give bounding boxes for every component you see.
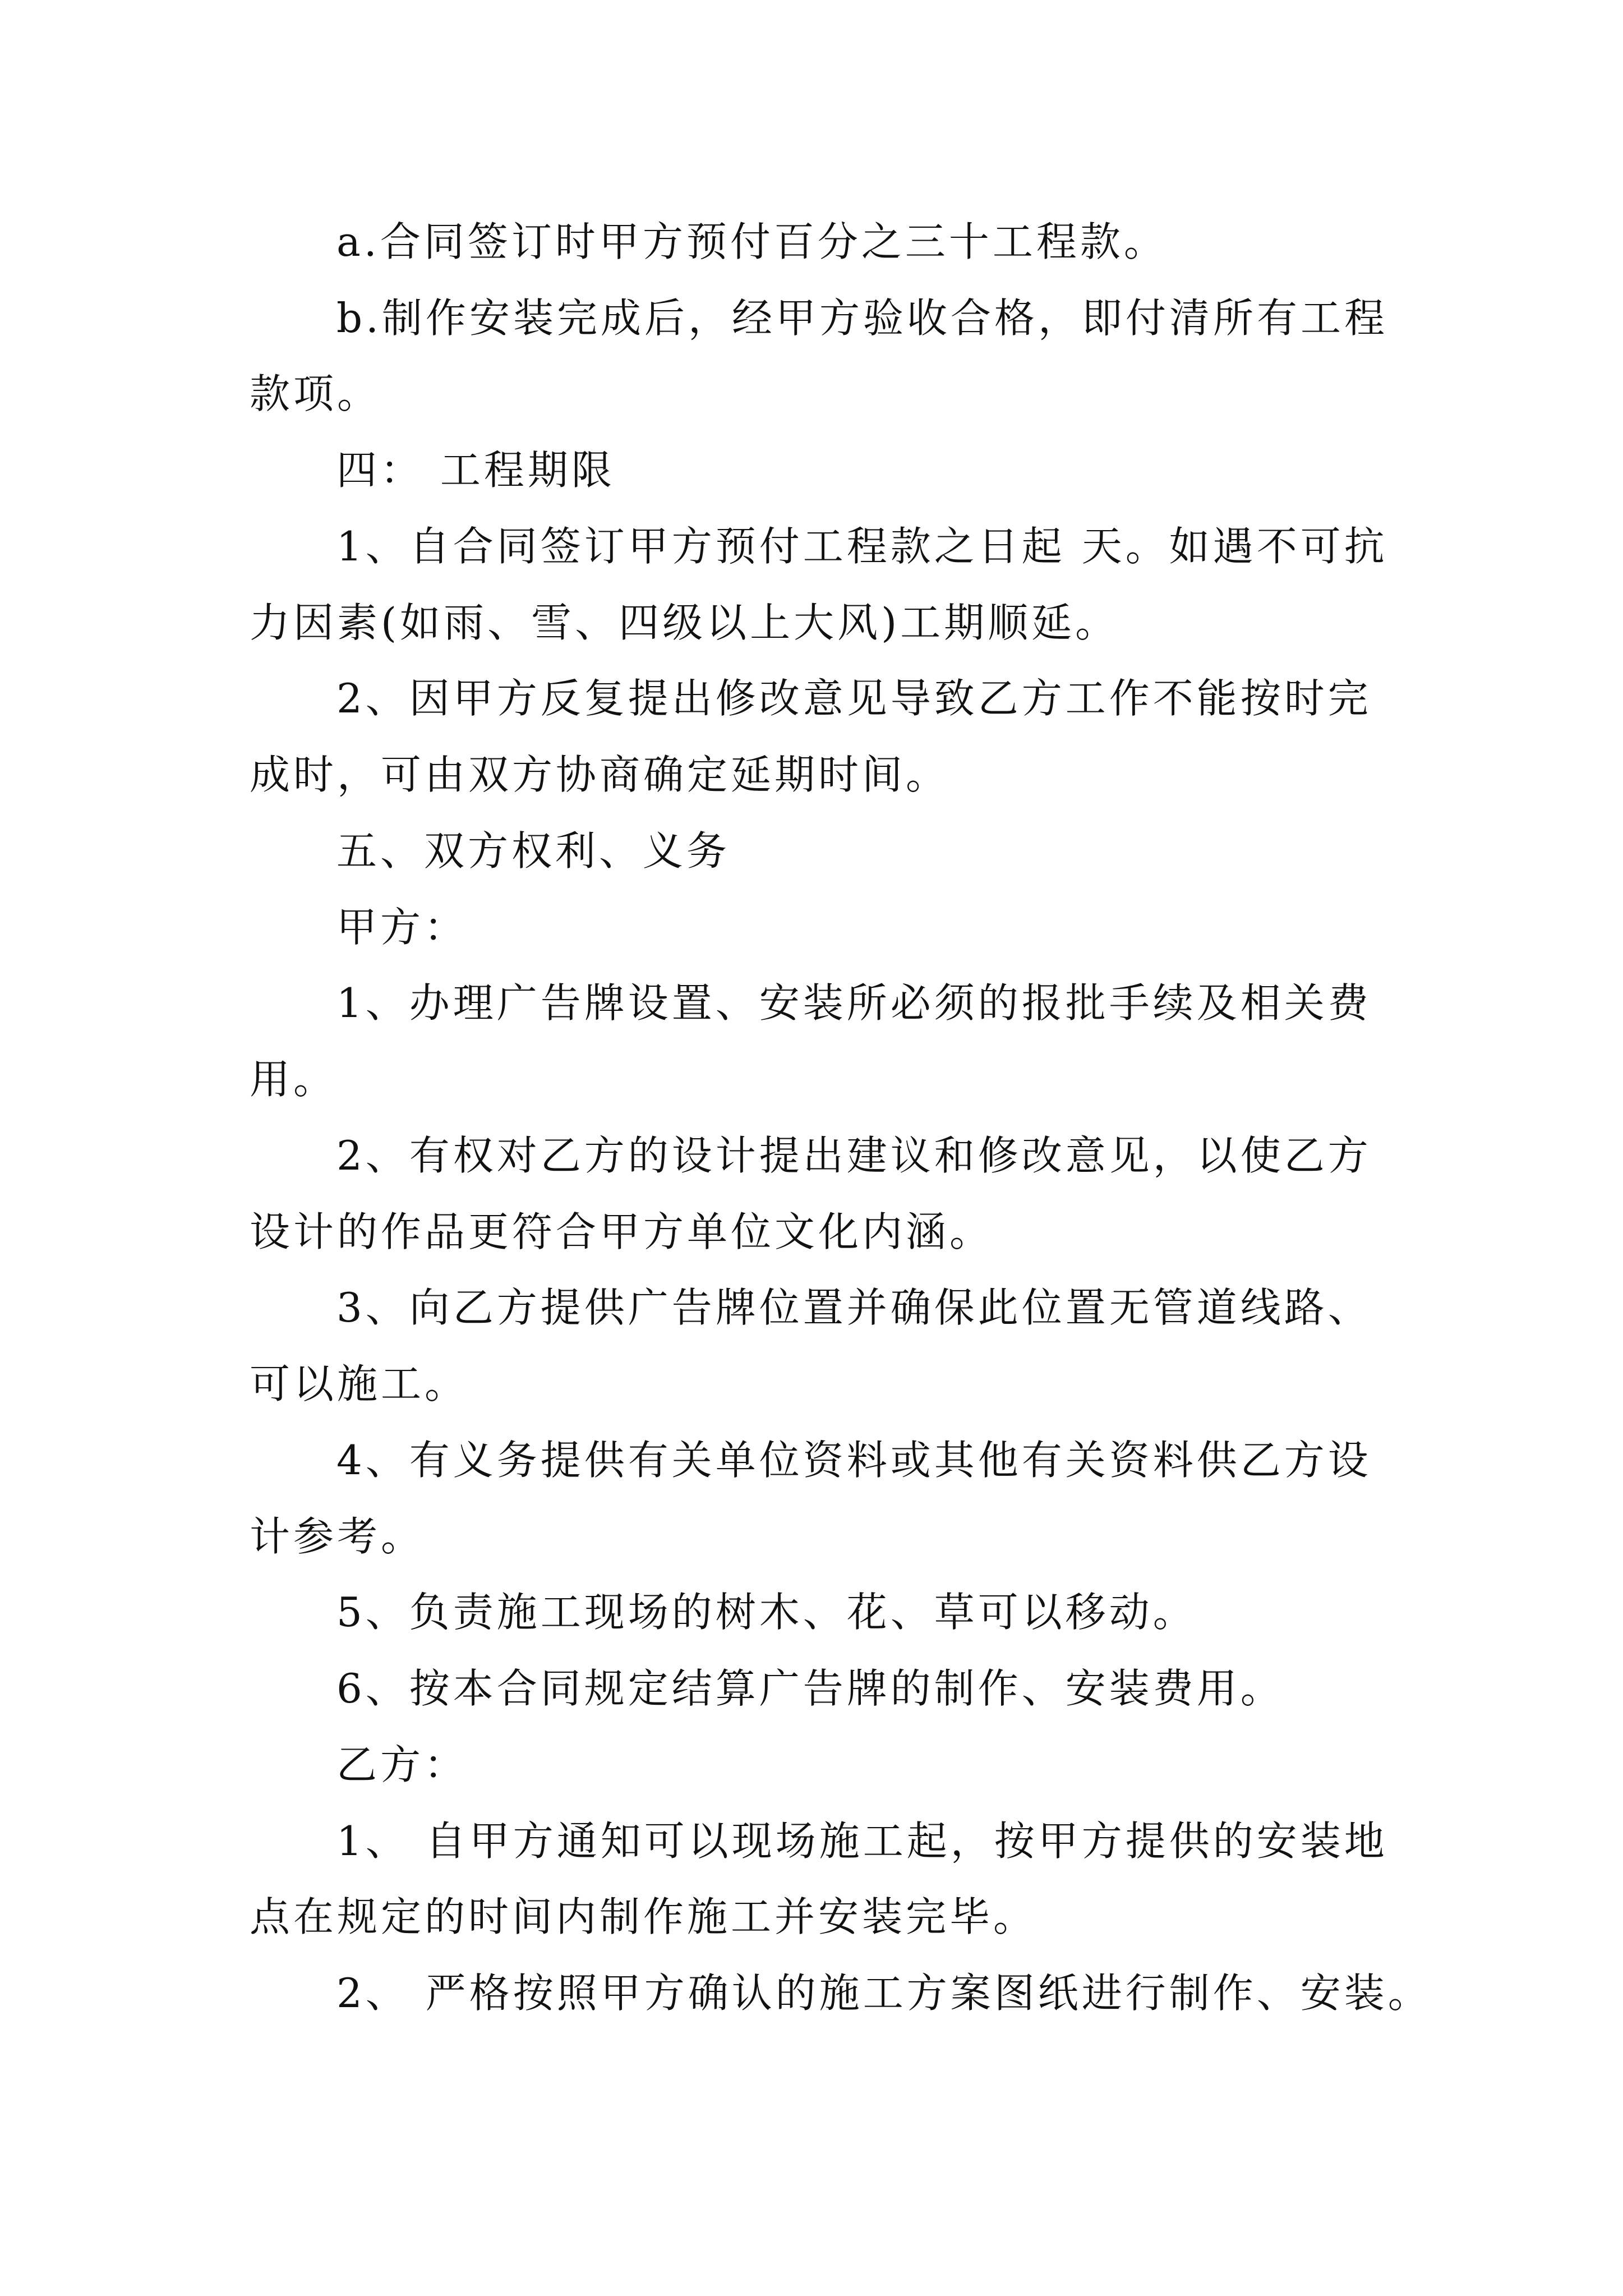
paragraph-line: b.制作安装完成后，经甲方验收合格，即付清所有工程 <box>336 295 1388 342</box>
party-heading: 乙方： <box>336 1741 468 1788</box>
paragraph-line: 1、办理广告牌设置、安装所必须的报批手续及相关费 <box>336 979 1372 1027</box>
section-heading: 四： 工程期限 <box>336 447 615 494</box>
paragraph-line: a.合同签订时甲方预付百分之三十工程款。 <box>336 218 1168 265</box>
paragraph-line: 计参考。 <box>250 1513 425 1560</box>
paragraph-line: 成时，可由双方协商确定延期时间。 <box>250 751 950 798</box>
paragraph-line: 点在规定的时间内制作施工并安装完毕。 <box>250 1893 1038 1940</box>
paragraph-line: 可以施工。 <box>250 1360 469 1407</box>
paragraph-line: 设计的作品更符合甲方单位文化内涵。 <box>250 1208 994 1255</box>
paragraph-line: 5、负责施工现场的树木、花、草可以移动。 <box>336 1589 1197 1636</box>
paragraph-line: 2、因甲方反复提出修改意见导致乙方工作不能按时完 <box>336 675 1372 722</box>
paragraph-line: 2、 严格按照甲方确认的施工方案图纸进行制作、安装。 <box>336 1970 1432 2017</box>
paragraph-line: 6、按本合同规定结算广告牌的制作、安装费用。 <box>336 1665 1284 1712</box>
paragraph-line: 力因素(如雨、雪、四级以上大风)工期顺延。 <box>250 599 1119 646</box>
party-heading: 甲方： <box>336 904 468 951</box>
paragraph-line: 用。 <box>250 1056 338 1103</box>
section-heading: 五、双方权利、义务 <box>336 827 731 875</box>
paragraph-line: 4、有义务提供有关单位资料或其他有关资料供乙方设 <box>336 1437 1372 1484</box>
paragraph-line: 3、向乙方提供广告牌位置并确保此位置无管道线路、 <box>336 1284 1372 1331</box>
paragraph-line: 款项。 <box>250 370 381 417</box>
paragraph-line: 2、有权对乙方的设计提出建议和修改意见，以使乙方 <box>336 1132 1372 1179</box>
paragraph-line: 1、自合同签订甲方预付工程款之日起 天。如遇不可抗 <box>336 523 1388 570</box>
paragraph-line: 1、 自甲方通知可以现场施工起，按甲方提供的安装地 <box>336 1818 1388 1865</box>
